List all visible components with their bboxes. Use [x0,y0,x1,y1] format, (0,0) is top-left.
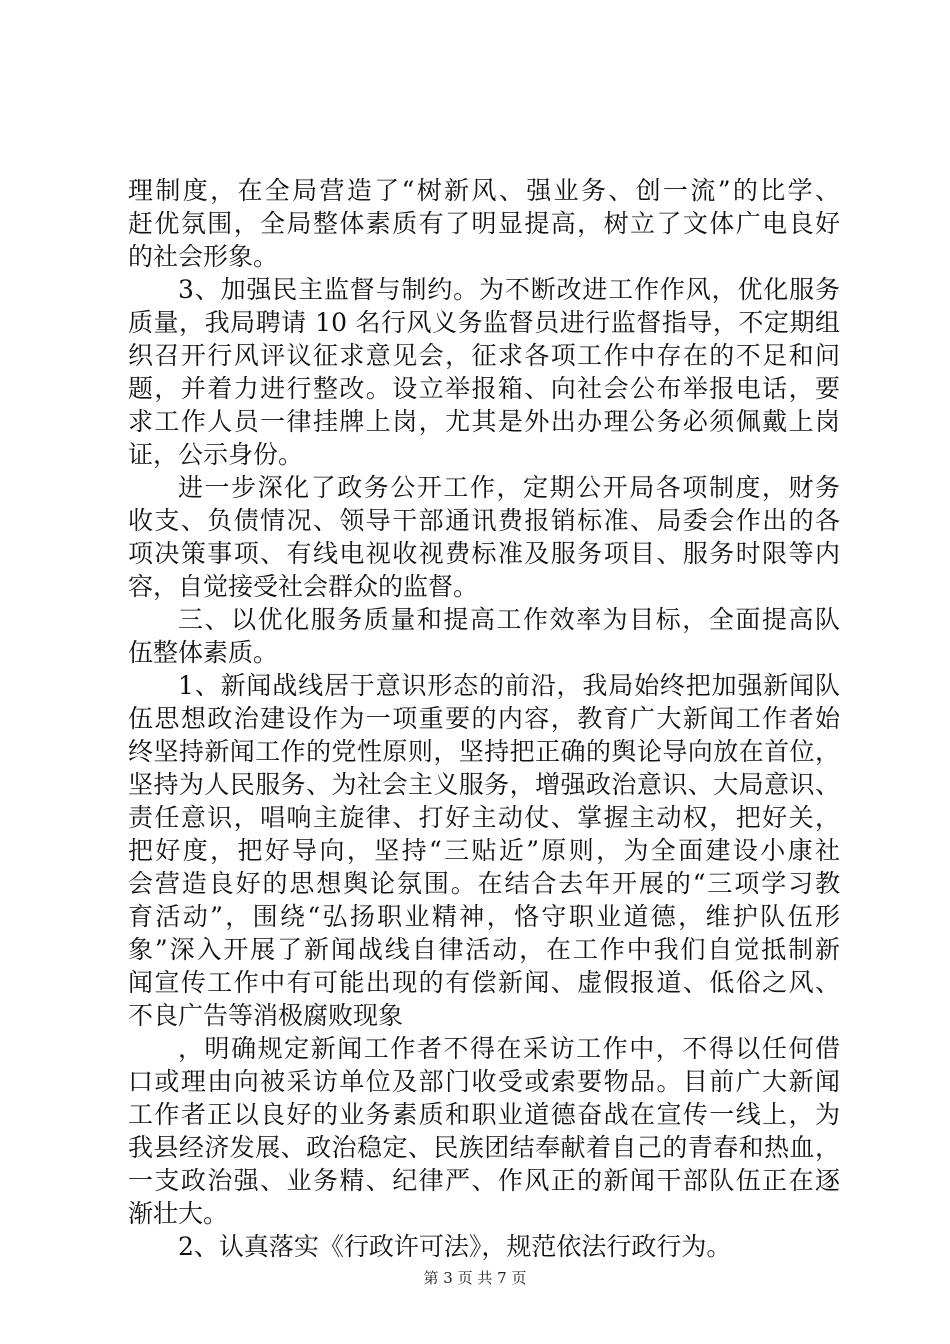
text-line: 的社会形象。 [128,242,279,271]
text-line: 1、新闻战线居于意识形态的前沿，我局始终把加强新闻队 [178,671,840,700]
page-footer: 第 3 页 共 7 页 [423,1269,527,1287]
text-line: 工作者正以良好的业务素质和职业道德奋战在宣传一线上，为 [128,1100,840,1129]
text-line: 容，自觉接受社会群众的监督。 [128,572,479,601]
text-line: 会营造良好的思想舆论氛围。在结合去年开展的“三项学习教 [128,869,840,898]
text-line: 2、认真落实《行政许可法》，规范依法行政行为。 [178,1232,732,1261]
text-line: 不良广告等消极腐败现象 [128,1001,404,1030]
text-line: 口或理由向被采访单位及部门收受或索要物品。目前广大新闻 [128,1067,840,1096]
text-line: 我县经济发展、政治稳定、民族团结奉献着自己的青春和热血， [128,1133,840,1162]
text-line: 证，公示身份。 [128,440,304,469]
text-line: 把好度，把好导向，坚持“三贴近”原则，为全面建设小康社 [128,836,840,865]
text-line: 质量，我局聘请 10 名行风义务监督员进行监督指导，不定期组 [128,308,840,337]
text-line: ，明确规定新闻工作者不得在采访工作中，不得以任何借 [178,1034,840,1063]
text-line: 赶优氛围，全局整体素质有了明显提高，树立了文体广电良好 [128,209,840,238]
text-line: 象”深入开展了新闻战线自律活动，在工作中我们自觉抵制新 [128,935,840,964]
text-line: 坚持为人民服务、为社会主义服务，增强政治意识、大局意识、 [128,770,840,799]
text-line: 终坚持新闻工作的党性原则，坚持把正确的舆论导向放在首位， [128,737,840,766]
text-line: 伍整体素质。 [128,638,279,667]
text-line: 进一步深化了政务公开工作，定期公开局各项制度，财务 [178,473,840,502]
text-line: 理制度，在全局营造了“树新风、强业务、创一流”的比学、 [128,176,840,205]
text-line: 责任意识，唱响主旋律、打好主动仗、掌握主动权，把好关， [128,803,840,832]
text-line: 织召开行风评议征求意见会，征求各项工作中存在的不足和问 [128,341,840,370]
text-line: 闻宣传工作中有可能出现的有偿新闻、虚假报道、低俗之风、 [128,968,840,997]
text-line: 3、加强民主监督与制约。为不断改进工作作风，优化服务 [178,275,840,304]
text-line: 育活动”，围绕“弘扬职业精神，恪守职业道德，维护队伍形 [128,902,840,931]
text-line: 题，并着力进行整改。设立举报箱、向社会公布举报电话，要 [128,374,840,403]
text-line: 收支、负债情况、领导干部通讯费报销标准、局委会作出的各 [128,506,840,535]
text-line: 三、以优化服务质量和提高工作效率为目标，全面提高队 [178,605,840,634]
document-body [128,174,840,1263]
text-line: 渐壮大。 [128,1199,229,1228]
text-line: 求工作人员一律挂牌上岗，尤其是外出办理公务必须佩戴上岗 [128,407,840,436]
text-line: 项决策事项、有线电视收视费标准及服务项目、服务时限等内 [128,539,840,568]
text-line: 一支政治强、业务精、纪律严、作风正的新闻干部队伍正在逐 [128,1166,840,1195]
text-line: 伍思想政治建设作为一项重要的内容，教育广大新闻工作者始 [128,704,840,733]
